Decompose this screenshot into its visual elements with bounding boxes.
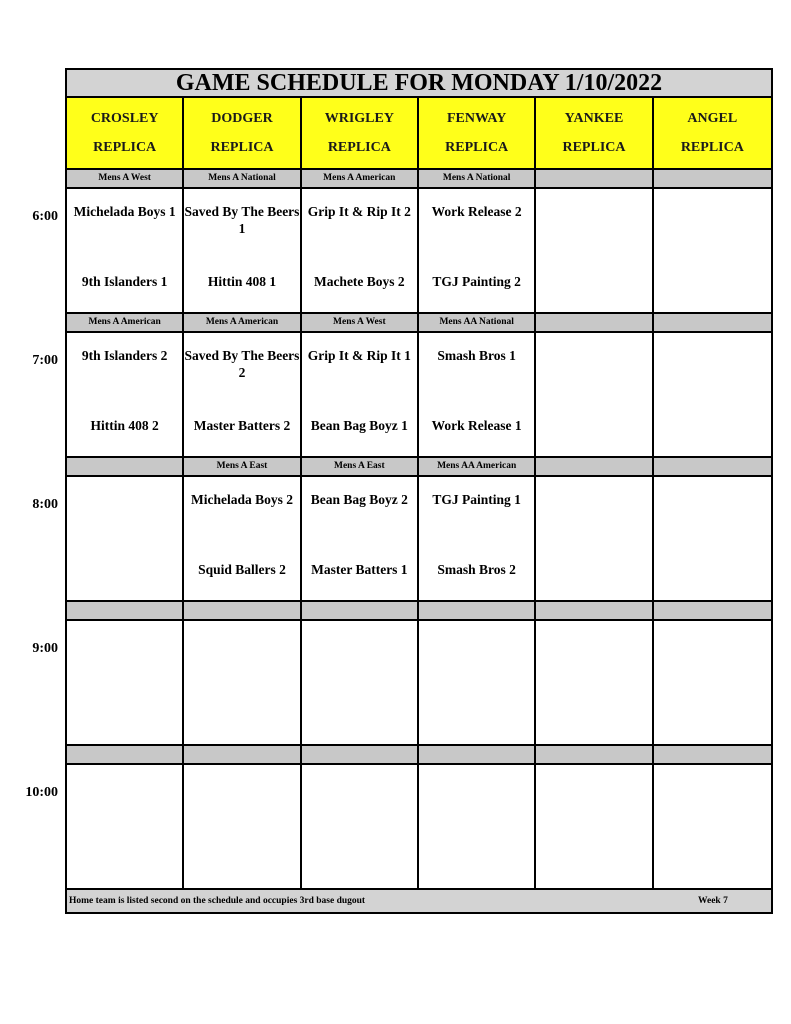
field-name: FENWAY <box>446 110 507 126</box>
game-cell <box>419 765 536 888</box>
game-cell <box>302 189 419 312</box>
field-name: YANKEE <box>564 110 624 126</box>
division-row <box>67 602 771 621</box>
division-label <box>536 458 653 475</box>
game-row <box>67 621 771 746</box>
game-cell <box>654 189 771 312</box>
division-label <box>536 170 653 187</box>
game-cell <box>302 333 419 456</box>
game-cell <box>536 333 653 456</box>
time-label: 9:00 <box>32 641 58 656</box>
home-team: Master Batters 1 <box>311 562 408 577</box>
game-cell <box>184 477 301 600</box>
division-label <box>654 170 771 187</box>
away-team: 9th Islanders 2 <box>81 348 168 363</box>
home-team-note: Home team is listed second on the schedule and occupies 3rd base dugout <box>69 896 366 906</box>
schedule-sheet <box>65 68 773 914</box>
time-label: 8:00 <box>32 497 58 512</box>
game-cell <box>184 765 301 888</box>
division-label <box>184 746 301 763</box>
game-row <box>67 477 771 602</box>
game-cell <box>67 621 184 744</box>
division-label <box>67 746 184 763</box>
field-name: ANGEL <box>687 110 738 126</box>
away-team: Grip It & Rip It 2 <box>307 204 411 219</box>
game-row <box>67 765 771 890</box>
division-label <box>302 746 419 763</box>
field-subtitle: REPLICA <box>327 139 391 155</box>
game-cell <box>302 477 419 600</box>
division-label <box>654 458 771 475</box>
away-team: Bean Bag Boyz 2 <box>310 492 408 507</box>
division-row <box>67 314 771 333</box>
home-team: Hittin 408 1 <box>207 274 277 289</box>
away-team: Michelada Boys 2 <box>190 492 293 507</box>
division-label: Mens AA American <box>419 458 536 475</box>
division-label <box>654 746 771 763</box>
field-name: CROSLEY <box>90 110 159 126</box>
schedule-title: GAME SCHEDULE FOR MONDAY 1/10/2022 <box>67 70 771 98</box>
division-row <box>67 170 771 189</box>
game-cell <box>302 765 419 888</box>
game-cell <box>419 333 536 456</box>
field-subtitle: REPLICA <box>562 139 626 155</box>
game-cell <box>67 189 184 312</box>
division-label <box>536 602 653 619</box>
field-name: WRIGLEY <box>324 110 394 126</box>
game-cell <box>419 621 536 744</box>
division-row <box>67 458 771 477</box>
division-label: Mens A National <box>184 170 301 187</box>
time-label: 7:00 <box>32 353 58 368</box>
away-team: TGJ Painting 1 <box>432 492 521 507</box>
division-label: Mens A National <box>419 170 536 187</box>
field-name: DODGER <box>211 110 273 126</box>
week-label: Week 7 <box>698 896 728 906</box>
field-subtitle: REPLICA <box>210 139 274 155</box>
game-cell <box>419 189 536 312</box>
division-label: Mens A American <box>184 314 301 331</box>
division-row <box>67 746 771 765</box>
division-label <box>419 602 536 619</box>
home-team: Machete Boys 2 <box>313 274 405 289</box>
division-label: Mens A East <box>302 458 419 475</box>
game-row <box>67 189 771 314</box>
division-label <box>302 602 419 619</box>
game-cell <box>536 765 653 888</box>
time-label: 6:00 <box>32 209 58 224</box>
game-cell <box>536 621 653 744</box>
home-team: Hittin 408 2 <box>90 418 159 433</box>
division-label <box>654 314 771 331</box>
game-cell <box>654 621 771 744</box>
division-label <box>419 746 536 763</box>
division-label <box>536 746 653 763</box>
field-header-wrigley <box>302 98 419 168</box>
schedule-footer <box>67 890 771 912</box>
home-team: Bean Bag Boyz 1 <box>310 418 408 433</box>
game-cell <box>302 621 419 744</box>
division-label: Mens A American <box>67 314 184 331</box>
home-team: Squid Ballers 2 <box>198 562 286 577</box>
game-cell <box>654 765 771 888</box>
division-label: Mens A East <box>184 458 301 475</box>
game-row <box>67 333 771 458</box>
away-team: Michelada Boys 1 <box>73 204 176 219</box>
away-team: Smash Bros 1 <box>437 348 516 363</box>
game-cell <box>184 333 301 456</box>
game-cell <box>184 621 301 744</box>
field-header-angel <box>654 98 771 168</box>
game-cell <box>536 477 653 600</box>
game-cell <box>536 189 653 312</box>
field-header-dodger <box>184 98 301 168</box>
away-team: Saved By The Beers 2 <box>184 348 300 380</box>
game-cell <box>67 333 184 456</box>
division-label <box>536 314 653 331</box>
home-team: Work Release 1 <box>431 418 522 433</box>
division-label: Mens A West <box>67 170 184 187</box>
field-header-yankee <box>536 98 653 168</box>
division-label <box>184 602 301 619</box>
game-cell <box>419 477 536 600</box>
division-label <box>654 602 771 619</box>
division-label <box>67 602 184 619</box>
field-subtitle: REPLICA <box>445 139 509 155</box>
field-header-fenway <box>419 98 536 168</box>
home-team: Master Batters 2 <box>193 418 291 433</box>
division-label <box>67 458 184 475</box>
division-label: Mens A West <box>302 314 419 331</box>
game-cell <box>67 765 184 888</box>
away-team: Work Release 2 <box>431 204 522 219</box>
home-team: Smash Bros 2 <box>437 562 516 577</box>
field-header-crosley <box>67 98 184 168</box>
game-cell <box>654 477 771 600</box>
away-team: Saved By The Beers 1 <box>184 204 300 236</box>
time-label: 10:00 <box>25 785 58 800</box>
home-team: TGJ Painting 2 <box>432 274 521 289</box>
division-label: Mens A American <box>302 170 419 187</box>
home-team: 9th Islanders 1 <box>81 274 168 289</box>
field-header-row <box>67 98 771 170</box>
game-cell <box>654 333 771 456</box>
game-cell <box>67 477 184 600</box>
field-subtitle: REPLICA <box>680 139 744 155</box>
division-label: Mens AA National <box>419 314 536 331</box>
away-team: Grip It & Rip It 1 <box>307 348 411 363</box>
field-subtitle: REPLICA <box>93 139 157 155</box>
game-cell <box>184 189 301 312</box>
